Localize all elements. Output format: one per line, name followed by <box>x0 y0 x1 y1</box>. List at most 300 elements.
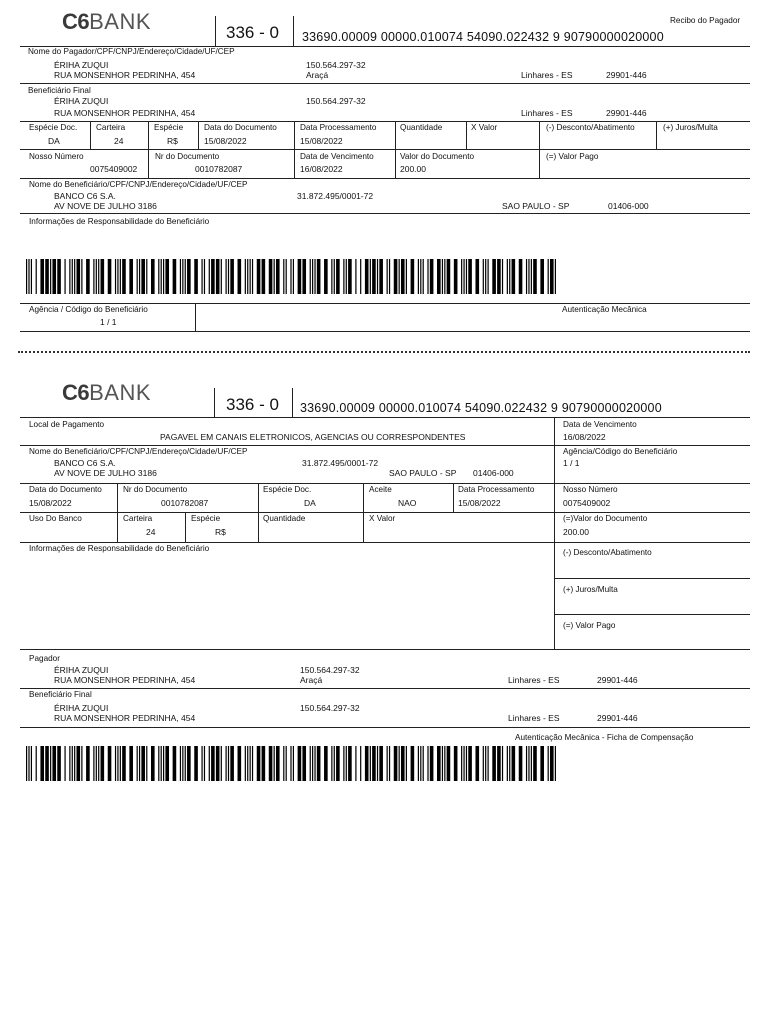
barcode-bar <box>519 259 523 294</box>
barcode-bar <box>550 259 554 294</box>
barcode-bar <box>331 259 332 294</box>
slip-beneficiario-final-cpf: 150.564.297-32 <box>300 703 360 713</box>
barcode-bar <box>276 259 280 294</box>
slip-informacoes-label: Informações de Responsabilidade do Beneficiário <box>29 544 210 553</box>
barcode-bar <box>129 259 133 294</box>
barcode-bar <box>427 259 428 294</box>
slip-carteira-label: Carteira <box>123 514 153 523</box>
valor-documento-label: Valor do Documento <box>400 152 475 161</box>
barcode-bar <box>36 746 37 781</box>
barcode-bar <box>269 259 273 294</box>
cut-line <box>18 351 750 353</box>
barcode-bar <box>173 259 177 294</box>
barcode-bar <box>93 746 94 781</box>
barcode-bar <box>187 259 191 294</box>
barcode-bar <box>430 259 434 294</box>
barcode-bar <box>293 259 294 294</box>
barcode-bar <box>158 746 159 781</box>
barcode-bar <box>509 259 510 294</box>
barcode-bar <box>334 259 335 294</box>
barcode-bar <box>497 259 501 294</box>
slip-aceite-label: Aceite <box>369 485 392 494</box>
barcode-bar <box>286 259 287 294</box>
barcode-bar <box>93 259 94 294</box>
slip-valor-documento-value: 200.00 <box>563 527 589 537</box>
barcode-bar <box>250 746 251 781</box>
barcode-bar <box>101 746 105 781</box>
barcode-bar <box>165 259 169 294</box>
barcode-bar <box>533 259 537 294</box>
pagador-label: Nome do Pagador/CPF/CNPJ/Endereço/Cidade/UF/CEP <box>28 47 235 56</box>
beneficiario-cnpj: 31.872.495/0001-72 <box>297 191 374 201</box>
barcode-bar <box>64 746 65 781</box>
slip-especie-doc-label: Espécie Doc. <box>263 485 312 494</box>
barcode-bar <box>274 259 275 294</box>
barcode-bar <box>331 746 332 781</box>
barcode-bar <box>485 259 486 294</box>
slip-x-valor-label: X Valor <box>369 514 396 523</box>
barcode-bar <box>86 746 90 781</box>
barcode-bar <box>389 259 390 294</box>
barcode-bar <box>454 746 458 781</box>
barcode-bar <box>314 259 315 294</box>
barcode-bar <box>221 746 222 781</box>
barcode-bar <box>343 259 344 294</box>
bank-logo: C6BANK <box>62 380 152 405</box>
barcode-bar <box>120 746 121 781</box>
barcode-bar <box>334 746 335 781</box>
slip-nosso-numero-value: 0075409002 <box>563 498 611 508</box>
barcode-bar <box>336 259 340 294</box>
barcode-bar <box>28 259 29 294</box>
slip-data-documento-label: Data do Documento <box>29 485 102 494</box>
barcode-bar <box>507 746 508 781</box>
barcode-bar <box>108 259 112 294</box>
barcode-bar <box>182 746 183 781</box>
barcode-bar <box>96 259 97 294</box>
local-pagamento-value: PAGAVEL EM CANAIS ELETRONICOS, AGENCIAS OU CORRESPONDENTES <box>160 432 466 442</box>
x-valor-label: X Valor <box>471 123 498 132</box>
barcode-bar <box>50 746 51 781</box>
bank-code: 336 - 0 <box>226 23 279 42</box>
barcode-bar <box>387 259 388 294</box>
data-processamento-value: 15/08/2022 <box>300 136 343 146</box>
barcode-bar <box>257 746 261 781</box>
beneficiario-final-city: Linhares - ES <box>521 108 573 118</box>
slip-beneficiario-final-city: Linhares - ES <box>508 713 560 723</box>
barcode-bar <box>427 746 428 781</box>
barcode-bar <box>98 259 99 294</box>
barcode-bar <box>28 746 29 781</box>
barcode <box>26 259 556 294</box>
slip-beneficiario-cep: 01406-000 <box>473 468 514 478</box>
barcode-bar <box>31 259 32 294</box>
barcode-bar <box>485 746 486 781</box>
barcode-bar <box>346 746 347 781</box>
slip-beneficiario-city: SAO PAULO - SP <box>389 468 457 478</box>
slip-pagador-city: Linhares - ES <box>508 675 560 685</box>
barcode-bar <box>117 746 118 781</box>
barcode-bar <box>76 259 80 294</box>
barcode-bar <box>211 746 215 781</box>
barcode-bar <box>151 259 155 294</box>
pagador-cpf: 150.564.297-32 <box>306 60 366 70</box>
barcode-bar <box>69 746 70 781</box>
barcode-bar <box>555 746 556 781</box>
informacoes-label: Informações de Responsabilidade do Beneficiário <box>29 217 210 226</box>
barcode-bar <box>555 259 556 294</box>
barcode-bar <box>377 746 378 781</box>
barcode-bar <box>185 746 186 781</box>
barcode-bar <box>40 746 44 781</box>
barcode-bar <box>528 746 529 781</box>
barcode-bar <box>216 259 220 294</box>
barcode-bar <box>533 746 537 781</box>
barcode-bar <box>343 746 344 781</box>
barcode-bar <box>81 746 82 781</box>
beneficiario-final-address: RUA MONSENHOR PEDRINHA, 454 <box>54 108 196 118</box>
barcode-bar <box>151 746 155 781</box>
barcode-bar <box>509 746 510 781</box>
barcode-bar <box>226 259 227 294</box>
barcode-bar <box>394 259 398 294</box>
barcode-bar <box>360 259 361 294</box>
barcode-bar <box>355 259 356 294</box>
barcode-bar <box>483 259 484 294</box>
barcode-bar <box>475 746 479 781</box>
barcode-bar <box>141 746 145 781</box>
barcode-bar <box>399 259 400 294</box>
barcode-bar <box>137 259 138 294</box>
barcode-bar <box>512 746 516 781</box>
barcode-bar <box>324 746 328 781</box>
barcode-bar <box>298 746 302 781</box>
beneficiario-final-cpf: 150.564.297-32 <box>306 96 366 106</box>
barcode-bar <box>507 259 508 294</box>
barcode-bar <box>492 746 496 781</box>
barcode-bar <box>139 746 140 781</box>
barcode-bar <box>247 746 248 781</box>
barcode-bar <box>247 259 248 294</box>
barcode-bar <box>290 746 291 781</box>
barcode-bar <box>72 259 73 294</box>
barcode-bar <box>161 259 162 294</box>
barcode-bar <box>488 746 489 781</box>
barcode-bar <box>370 746 371 781</box>
barcode-bar <box>26 259 27 294</box>
barcode-bar <box>502 746 503 781</box>
barcode-bar <box>447 746 451 781</box>
autenticacao-label: Autenticação Mecânica <box>562 305 647 314</box>
barcode-bar <box>488 259 489 294</box>
barcode-bar <box>302 259 306 294</box>
agencia-value: 1 / 1 <box>100 317 117 327</box>
barcode-bar <box>163 746 164 781</box>
slip-beneficiario-final-address: RUA MONSENHOR PEDRINHA, 454 <box>54 713 196 723</box>
barcode-bar <box>531 746 532 781</box>
slip-uso-banco-label: Uso Do Banco <box>29 514 82 523</box>
barcode-bar <box>372 259 376 294</box>
barcode-bar <box>252 746 253 781</box>
slip-data-processamento-label: Data Processamento <box>458 485 535 494</box>
receipt-title: Recibo do Pagador <box>670 16 741 25</box>
barcode-bar <box>238 259 242 294</box>
barcode-bar <box>298 259 302 294</box>
slip-data-vencimento-value: 16/08/2022 <box>563 432 606 442</box>
slip-beneficiario-name: BANCO C6 S.A. <box>54 458 116 468</box>
barcode-bar <box>163 259 164 294</box>
barcode-bar <box>420 746 421 781</box>
barcode-bar <box>365 746 369 781</box>
data-documento-value: 15/08/2022 <box>204 136 247 146</box>
barcode-bar <box>101 259 105 294</box>
carteira-label: Carteira <box>96 123 126 132</box>
barcode-bar <box>165 746 169 781</box>
barcode-bar <box>317 746 321 781</box>
slip-beneficiario-final-name: ÉRIHA ZUQUI <box>54 703 109 713</box>
barcode-bar <box>74 259 75 294</box>
slip-especie-value: R$ <box>215 527 226 537</box>
data-documento-label: Data do Documento <box>204 123 277 132</box>
barcode-bar <box>312 259 313 294</box>
barcode-bar <box>81 259 82 294</box>
barcode-bar <box>64 259 65 294</box>
barcode-bar <box>209 746 210 781</box>
barcode-bar <box>201 746 202 781</box>
barcode-bar <box>310 746 311 781</box>
data-vencimento-value: 16/08/2022 <box>300 164 343 174</box>
especie-label: Espécie <box>154 123 184 132</box>
barcode-bar <box>187 746 191 781</box>
barcode-bar <box>442 259 443 294</box>
slip-quantidade-label: Quantidade <box>263 514 306 523</box>
slip-desconto-label: (-) Desconto/Abatimento <box>563 548 652 557</box>
barcode-bar <box>290 259 291 294</box>
barcode-bar <box>122 746 126 781</box>
barcode-bar <box>519 746 523 781</box>
barcode-bar <box>379 259 383 294</box>
barcode-bar <box>204 259 205 294</box>
barcode-bar <box>74 746 75 781</box>
barcode-bar <box>161 746 162 781</box>
barcode-bar <box>526 746 527 781</box>
quantidade-label: Quantidade <box>400 123 443 132</box>
barcode-bar <box>96 746 97 781</box>
nr-documento-value: 0010782087 <box>195 164 243 174</box>
slip-pagador-cep: 29901-446 <box>597 675 638 685</box>
barcode-bar <box>348 746 352 781</box>
barcode-bar <box>463 746 464 781</box>
barcode-bar <box>245 746 246 781</box>
barcode-bar <box>312 746 313 781</box>
barcode-bar <box>26 746 27 781</box>
barcode-bar <box>52 259 56 294</box>
pagador-address: RUA MONSENHOR PEDRINHA, 454 <box>54 70 196 80</box>
barcode-bar <box>360 746 361 781</box>
barcode-bar <box>461 746 462 781</box>
slip-agencia-value: 1 / 1 <box>563 458 580 468</box>
barcode-bar <box>540 259 544 294</box>
barcode-bar <box>180 259 181 294</box>
slip-carteira-value: 24 <box>146 527 156 537</box>
beneficiario-final-cep: 29901-446 <box>606 108 647 118</box>
desconto-label: (-) Desconto/Abatimento <box>546 123 635 132</box>
barcode-bar <box>406 259 407 294</box>
barcode-bar <box>411 259 415 294</box>
barcode-bar <box>36 259 37 294</box>
barcode-bar <box>122 259 126 294</box>
barcode-bar <box>466 746 467 781</box>
barcode-bar <box>180 746 181 781</box>
beneficiario-cep: 01406-000 <box>608 201 649 211</box>
barcode-bar <box>411 746 415 781</box>
barcode-bar <box>283 746 284 781</box>
barcode-bar <box>57 746 61 781</box>
barcode-bar <box>69 259 70 294</box>
beneficiario-name: BANCO C6 S.A. <box>54 191 116 201</box>
valor-documento-value: 200.00 <box>400 164 426 174</box>
barcode-bar <box>418 259 419 294</box>
barcode-bar <box>204 746 205 781</box>
barcode-bar <box>158 259 159 294</box>
barcode-bar <box>250 259 251 294</box>
barcode-bar <box>185 259 186 294</box>
barcode-bar <box>50 259 51 294</box>
slip-nosso-numero-label: Nosso Número <box>563 485 618 494</box>
barcode-bar <box>262 746 266 781</box>
nosso-numero-value: 0075409002 <box>90 164 138 174</box>
slip-pagador-address: RUA MONSENHOR PEDRINHA, 454 <box>54 675 196 685</box>
slip-especie-label: Espécie <box>191 514 221 523</box>
data-vencimento-label: Data de Vencimento <box>300 152 374 161</box>
barcode-bar <box>31 746 32 781</box>
barcode-bar <box>454 259 458 294</box>
barcode-bar <box>76 746 80 781</box>
barcode-bar <box>372 746 376 781</box>
especie-value: R$ <box>167 136 178 146</box>
barcode-bar <box>502 259 503 294</box>
barcode-bar <box>447 259 451 294</box>
barcode-bar <box>466 259 467 294</box>
barcode-bar <box>418 746 419 781</box>
barcode-bar <box>310 259 311 294</box>
barcode-bar <box>230 259 234 294</box>
barcode-bar <box>221 259 222 294</box>
barcode-bar <box>468 746 472 781</box>
barcode-bar <box>317 259 321 294</box>
slip-data-documento-value: 15/08/2022 <box>29 498 72 508</box>
beneficiario-city: SAO PAULO - SP <box>502 201 570 211</box>
barcode-bar <box>228 259 229 294</box>
barcode-bar <box>216 746 220 781</box>
barcode-bar <box>173 746 177 781</box>
barcode-bar <box>286 746 287 781</box>
barcode-bar <box>420 259 421 294</box>
barcode-bar <box>423 259 424 294</box>
beneficiario-final-name: ÉRIHA ZUQUI <box>54 96 109 106</box>
barcode-bar <box>57 259 61 294</box>
bank-code: 336 - 0 <box>226 395 279 414</box>
barcode-bar <box>274 746 275 781</box>
barcode-bar <box>72 746 73 781</box>
beneficiario-address: AV NOVE DE JULHO 3186 <box>54 201 157 211</box>
barcode-bar <box>269 746 273 781</box>
slip-valor-pago-label: (=) Valor Pago <box>563 621 616 630</box>
barcode-bar <box>475 259 479 294</box>
barcode-bar <box>194 746 198 781</box>
local-pagamento-label: Local de Pagamento <box>29 420 105 429</box>
barcode-bar <box>226 746 227 781</box>
slip-pagador-label: Pagador <box>29 654 60 663</box>
especie-doc-label: Espécie Doc. <box>29 123 78 132</box>
barcode-bar <box>437 746 441 781</box>
barcode-bar <box>531 259 532 294</box>
barcode-bar <box>302 746 306 781</box>
slip-nr-documento-label: Nr do Documento <box>123 485 188 494</box>
barcode-bar <box>528 259 529 294</box>
bank-logo: C6BANK <box>62 9 152 34</box>
barcode-bar <box>483 746 484 781</box>
slip-pagador-district: Araçá <box>300 675 323 685</box>
barcode-bar <box>276 746 280 781</box>
barcode-bar <box>115 259 116 294</box>
slip-beneficiario-address: AV NOVE DE JULHO 3186 <box>54 468 157 478</box>
barcode-bar <box>512 259 516 294</box>
barcode-bar <box>108 746 112 781</box>
nosso-numero-label: Nosso Número <box>29 152 84 161</box>
barcode-bar <box>406 746 407 781</box>
slip-beneficiario-cnpj: 31.872.495/0001-72 <box>302 458 379 468</box>
barcode-bar <box>550 746 554 781</box>
carteira-value: 24 <box>114 136 124 146</box>
barcode-bar <box>146 746 147 781</box>
barcode <box>26 746 556 781</box>
barcode-bar <box>348 259 352 294</box>
barcode-bar <box>120 259 121 294</box>
barcode-bar <box>141 259 145 294</box>
slip-data-processamento-value: 15/08/2022 <box>458 498 501 508</box>
barcode-bar <box>137 746 138 781</box>
barcode-bar <box>45 259 49 294</box>
barcode-bar <box>355 746 356 781</box>
slip-data-vencimento-label: Data de Vencimento <box>563 420 637 429</box>
barcode-bar <box>540 746 544 781</box>
barcode-bar <box>293 746 294 781</box>
digitable-line[interactable]: 33690.00009 00000.010074 54090.022432 9 90790000020000 <box>302 30 664 44</box>
barcode-bar <box>209 259 210 294</box>
pagador-name: ÉRIHA ZUQUI <box>54 60 109 70</box>
barcode-bar <box>346 259 347 294</box>
pagador-city: Linhares - ES <box>521 70 573 80</box>
agencia-label: Agência / Código do Beneficiário <box>29 305 148 314</box>
barcode-bar <box>492 259 496 294</box>
valor-pago-label: (=) Valor Pago <box>546 152 599 161</box>
barcode-bar <box>430 746 434 781</box>
barcode-bar <box>442 746 443 781</box>
barcode-bar <box>336 746 340 781</box>
barcode-bar <box>377 259 378 294</box>
barcode-bar <box>257 259 261 294</box>
slip-especie-doc-value: DA <box>304 498 316 508</box>
barcode-bar <box>228 746 229 781</box>
barcode-bar <box>129 746 133 781</box>
barcode-bar <box>497 746 501 781</box>
slip-juros-label: (+) Juros/Multa <box>563 585 618 594</box>
barcode-bar <box>52 746 56 781</box>
barcode-bar <box>468 259 472 294</box>
pagador-cep: 29901-446 <box>606 70 647 80</box>
digitable-line[interactable]: 33690.00009 00000.010074 54090.022432 9 90790000020000 <box>300 401 662 415</box>
